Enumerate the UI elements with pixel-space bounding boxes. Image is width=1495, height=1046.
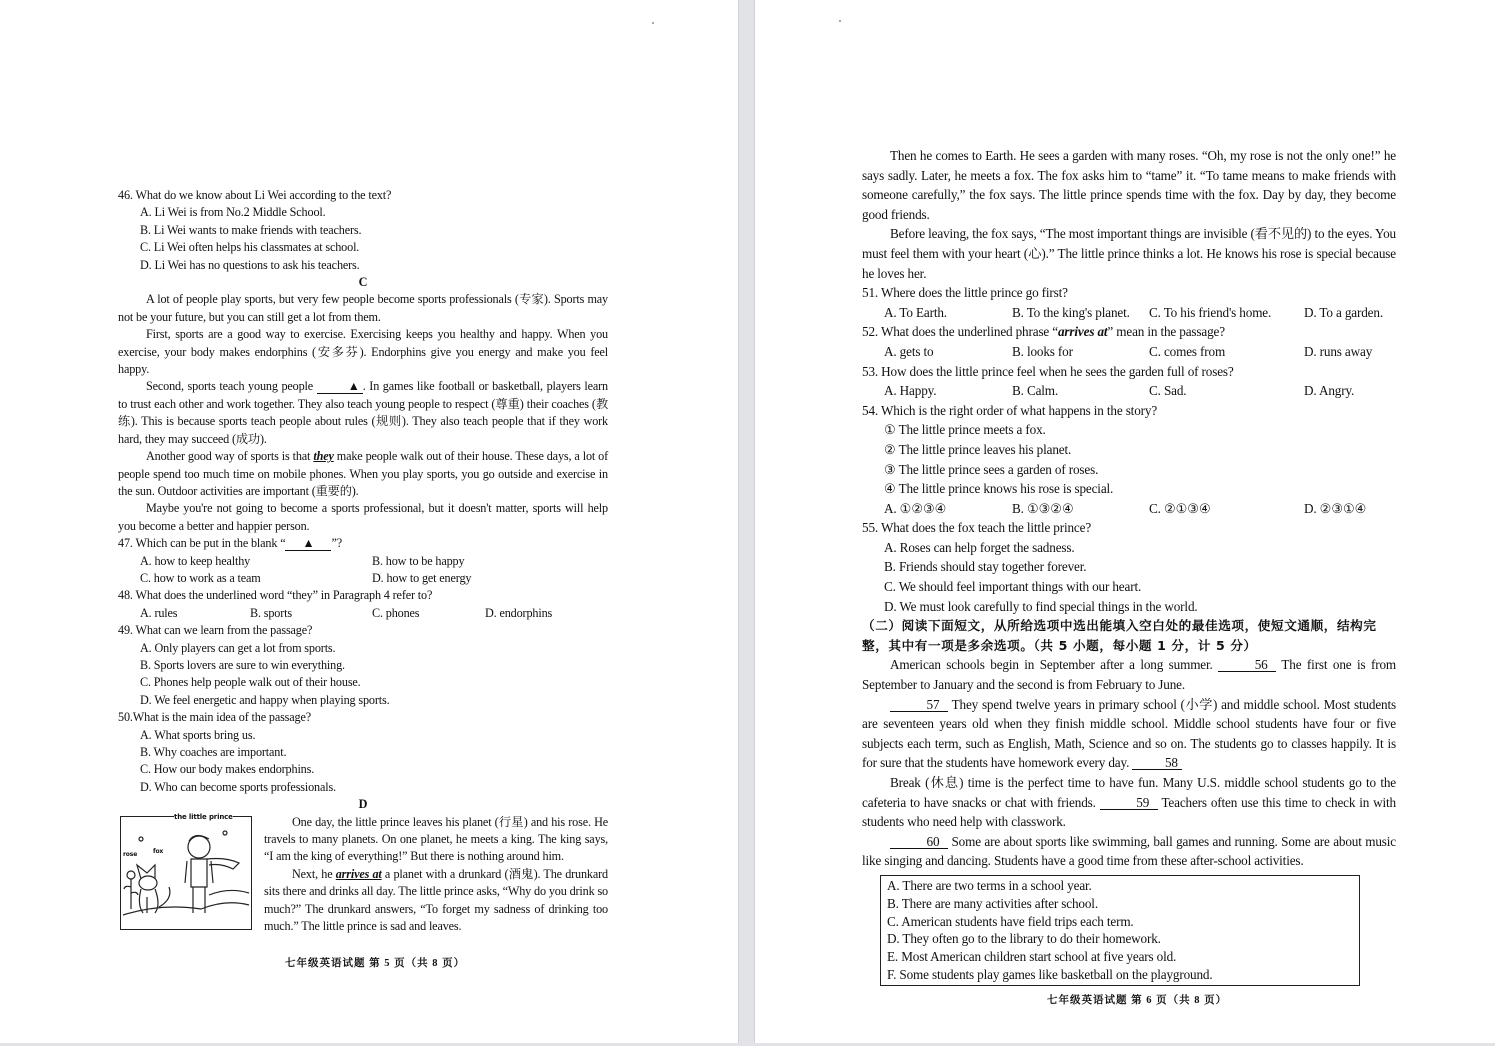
option-a: A. Li Wei is from No.2 Middle School. xyxy=(140,205,326,220)
section-c-title: C xyxy=(358,275,368,290)
choice-d: D. They often go to the library to do their homework. xyxy=(887,931,1161,947)
option-c: C. phones xyxy=(372,605,420,620)
illustration-drawing-icon xyxy=(121,817,251,929)
text: The first one is from September to January and the second is from February to June. xyxy=(862,657,1396,693)
page-6-footer: 七年级英语试题 第 6 页（共 8 页） xyxy=(1047,995,1228,1006)
page-6-content xyxy=(862,146,1396,986)
question-47-text xyxy=(118,535,608,552)
text: They spend twelve years in primary school (小学) and middle school. Most students are seventeen years old when they finish middle school. Middle school students have four or five subjects each term, such as English, Math, Science and so on. The students go to classes happily. It is for sure that the students have homework every day. xyxy=(862,696,1396,771)
passage-d-continued xyxy=(862,146,1396,283)
question-46-text: 46. What do we know about Li Wei according to the text? xyxy=(118,188,392,202)
passage-d-para-1: One day, the little prince leaves his planet (行星) and his rose. He travels to many planets. On one planet, he meets a king. The king says, “I am the king of everything!” But there is nothing around him. xyxy=(264,814,608,864)
question-55-text: 55. What does the fox teach the little prince? xyxy=(862,520,1092,536)
text: ” mean in the passage? xyxy=(1107,324,1225,340)
option-a: A. Roses can help forget the sadness. xyxy=(884,539,1075,555)
blank-60: 60 xyxy=(890,835,948,849)
option-b: B. Sports lovers are sure to win everything. xyxy=(140,657,345,672)
text: Second, sports teach young people xyxy=(146,379,317,394)
option-c: C. To his friend's home. xyxy=(1149,304,1272,320)
passage-c-para-4 xyxy=(118,448,608,500)
scan-speck xyxy=(839,20,841,22)
options-row xyxy=(118,605,608,622)
question-55 xyxy=(862,518,1396,616)
option-c: C. Phones help people walk out of their house. xyxy=(140,675,361,690)
option-d: D. We must look carefully to find special things in the world. xyxy=(884,598,1198,614)
option-c: C. How our body makes endorphins. xyxy=(140,762,315,777)
choice-a: A. There are two terms in a school year. xyxy=(887,877,1092,893)
option-c: C. We should feel important things with our heart. xyxy=(884,579,1142,595)
option-d: D. Angry. xyxy=(1304,383,1355,399)
options-row-2 xyxy=(118,570,608,587)
underlined-word: they xyxy=(313,449,334,464)
question-53 xyxy=(862,362,1396,401)
question-46 xyxy=(118,187,608,274)
option-c: C. Sad. xyxy=(1149,383,1187,399)
italic-phrase: arrives at xyxy=(1057,324,1108,340)
text: American schools begin in September after a long summer. xyxy=(890,657,1219,673)
underlined-phrase: arrives at xyxy=(335,866,382,881)
passage-d xyxy=(118,814,608,936)
blank-56: 56 xyxy=(1218,658,1276,672)
picture-label-fox: fox xyxy=(153,847,164,855)
text: ”? xyxy=(331,536,343,551)
option-d: D. endorphins xyxy=(485,605,553,620)
blank-57: 57 xyxy=(890,698,948,712)
option-d: D. Who can become sports professionals. xyxy=(140,779,336,794)
choice-c: C. American students have field trips each term. xyxy=(887,913,1134,929)
section-d-title: D xyxy=(358,797,368,812)
choice-e: E. Most American children start school at five years old. xyxy=(887,949,1177,965)
options-row xyxy=(862,381,1396,401)
blank-58: 58 xyxy=(1132,756,1182,770)
option-b: B. Friends should stay together forever. xyxy=(884,559,1087,575)
event-1: ① The little prince meets a fox. xyxy=(884,422,1046,438)
question-49 xyxy=(118,622,608,709)
option-b: B. looks for xyxy=(1012,343,1073,359)
option-a: A. gets to xyxy=(884,343,934,359)
choice-f: F. Some students play games like basketball on the playground. xyxy=(887,966,1213,982)
text: a planet with a drunkard (酒鬼). The drunkard sits there and drinks all day. The little prince asks, “Why do you drink so much?” The drunkard answers, “To forget my sadness of drinking too much.” The little prince is sad and leaves. xyxy=(264,866,608,934)
picture-label-rose: rose xyxy=(123,850,138,858)
question-53-text: 53. How does the little prince feel when he sees the garden full of roses? xyxy=(862,363,1234,379)
question-51 xyxy=(862,283,1396,322)
question-54-text: 54. Which is the right order of what happens in the story? xyxy=(862,402,1158,418)
option-c: C. ②①③④ xyxy=(1149,500,1211,516)
text: make people walk out of their house. These days, a lot of people spend too much time on mobile phones. When you play sports, you go outside and exercise in the sun. Outdoor activities are important (重要的). xyxy=(118,449,609,498)
text: Another good way of sports is that xyxy=(146,449,314,464)
choice-b: B. There are many activities after school. xyxy=(887,895,1098,911)
event-2: ② The little prince leaves his planet. xyxy=(884,441,1072,457)
option-d: D. runs away xyxy=(1304,343,1373,359)
option-a: A. rules xyxy=(140,605,178,620)
option-d: D. We feel energetic and happy when playing sports. xyxy=(140,692,390,707)
question-52 xyxy=(862,322,1396,361)
text: 47. Which can be put in the blank “ xyxy=(118,536,286,551)
passage-c xyxy=(118,291,608,535)
section-2-instruction: （二）阅读下面短文，从所给选项中选出能填入空白处的最佳选项，使短文通顺，结构完整，其中有一项是多余选项。（共 5 小题，每小题 1 分，计 5 分） xyxy=(862,618,1377,653)
options-row xyxy=(862,303,1396,323)
option-b: B. Li Wei wants to make friends with teachers. xyxy=(140,222,362,237)
question-48-text: 48. What does the underlined word “they” in Paragraph 4 refer to? xyxy=(118,588,433,603)
section-2-para-3 xyxy=(862,773,1396,832)
option-a: A. Only players can get a lot from sports. xyxy=(140,640,336,655)
text: 52. What does the underlined phrase “ xyxy=(862,324,1058,340)
option-a: A. how to keep healthy xyxy=(140,553,251,568)
page-5-content xyxy=(118,187,608,935)
option-a: A. What sports bring us. xyxy=(140,727,256,742)
option-c: C. how to work as a team xyxy=(140,570,261,585)
event-4: ④ The little prince knows his rose is special. xyxy=(884,481,1114,497)
section-2-para-4 xyxy=(862,832,1396,871)
option-d: D. Li Wei has no questions to ask his teachers. xyxy=(140,257,360,272)
question-54 xyxy=(862,401,1396,519)
passage-d-para-3: Then he comes to Earth. He sees a garden with many roses. “Oh, my rose is not the only one!” he says sadly. Later, he meets a fox. The fox asks him to “tame” it. “To tame means to make friends with someone carefully,” the fox says. The little prince spends time with the fox. Day by day, they become good friends. xyxy=(862,148,1396,222)
text: Break (休息) time is the perfect time to have fun. Many U.S. middle school students go to the cafeteria to have snacks or chat with friends. xyxy=(862,775,1396,810)
text: Teachers often use this time to check in with students who need help with classwork. xyxy=(862,794,1397,830)
question-47 xyxy=(118,535,608,587)
question-49-text: 49. What can we learn from the passage? xyxy=(118,623,313,638)
options-row-1 xyxy=(118,553,608,570)
option-d: D. To a garden. xyxy=(1304,304,1383,320)
option-b: B. ①③②④ xyxy=(1012,500,1074,516)
option-a: A. Happy. xyxy=(884,383,937,399)
option-c: C. comes from xyxy=(1149,343,1226,359)
option-a: A. To Earth. xyxy=(884,304,947,320)
section-2-para-2 xyxy=(862,695,1396,773)
scan-speck xyxy=(652,22,654,24)
passage-c-para-2: First, sports are a good way to exercise. Exercising keeps you healthy and happy. When you exercise, your body makes endorphins (安多芬). Endorphins give you energy and make you feel happy. xyxy=(118,327,608,377)
option-b: B. Why coaches are important. xyxy=(140,745,287,759)
exam-page-6 xyxy=(754,0,1495,1043)
little-prince-illustration xyxy=(120,812,252,930)
choices-box xyxy=(880,875,1360,986)
text: . In games like football or basketball, players learn to trust each other and work together. They also teach young people to respect (尊重) their coaches (教练). This is because sports teach people about rules (规则). They also teach people that if they work hard, they may succeed (成功). xyxy=(118,379,609,446)
blank-59: 59 xyxy=(1100,796,1158,810)
blank-triangle: ▲ xyxy=(285,537,331,551)
passage-c-para-5: Maybe you're not going to become a sports professional, but it doesn't matter, sports will help you become a better and happier person. xyxy=(118,501,608,533)
section-2-para-1 xyxy=(862,655,1396,694)
question-51-text: 51. Where does the little prince go first? xyxy=(862,285,1068,301)
blank-triangle: ▲ xyxy=(317,380,363,394)
event-3: ③ The little prince sees a garden of roses. xyxy=(884,461,1099,477)
question-50 xyxy=(118,709,608,796)
question-52-text xyxy=(862,322,1396,342)
option-b: B. To the king's planet. xyxy=(1012,304,1130,320)
option-c: C. Li Wei often helps his classmates at school. xyxy=(140,240,360,255)
page-5-footer: 七年级英语试题 第 5 页（共 8 页） xyxy=(285,958,466,969)
option-d: D. ②③①④ xyxy=(1304,500,1367,516)
option-b: B. sports xyxy=(250,605,292,620)
question-50-text: 50.What is the main idea of the passage? xyxy=(118,710,311,725)
section-2-passage xyxy=(862,655,1396,871)
option-b: B. how to be happy xyxy=(372,553,465,568)
option-d: D. how to get energy xyxy=(372,570,472,585)
picture-label-title: the little prince xyxy=(174,812,233,821)
passage-d-para-4: Before leaving, the fox says, “The most important things are invisible (看不见的) to the eyes. You must feel them with your heart (心).” The little prince thinks a lot. He knows his rose is special because he loves her. xyxy=(862,226,1396,281)
option-a: A. ①②③④ xyxy=(884,500,947,516)
text: Some are about sports like swimming, ball games and running. Some are about music like singing and dancing. Students have a good time from these after-school activities. xyxy=(862,833,1396,869)
options-row xyxy=(862,499,1396,519)
passage-c-para-1: A lot of people play sports, but very few people become sports professionals (专家). Sports may not be your future, but you can still get a lot from them. xyxy=(118,292,608,324)
text: Next, he xyxy=(292,866,336,881)
options-row xyxy=(862,342,1396,362)
question-48 xyxy=(118,587,608,622)
option-b: B. Calm. xyxy=(1012,383,1059,399)
passage-c-para-3 xyxy=(118,378,608,448)
exam-page-5 xyxy=(0,0,739,1043)
